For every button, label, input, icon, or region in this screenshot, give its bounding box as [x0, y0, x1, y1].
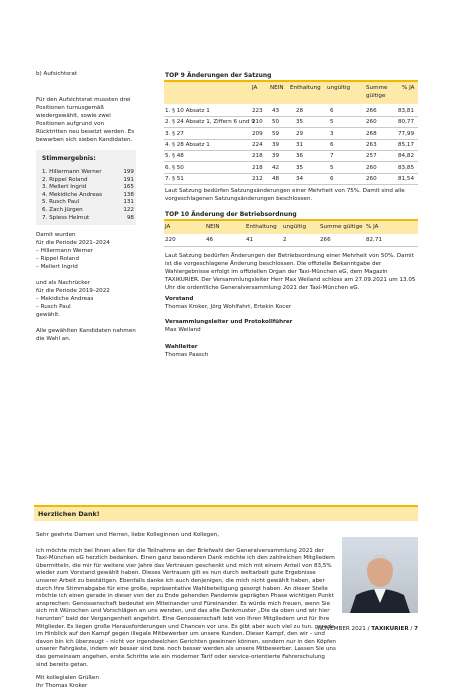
cell: 7: [330, 153, 334, 160]
letter-greeting: Sehr geehrte Damen und Herren, liebe Kolleginnen und Kollegen,: [36, 532, 219, 538]
deputy-period: für die Periode 2019–2022: [36, 288, 110, 295]
row-divider: [164, 161, 418, 162]
cell: 5: [330, 164, 334, 171]
cell: ungültig: [283, 224, 307, 230]
top9-note: Laut Satzung bedürfen Satzungsänderungen einer Mehrheit von 75%. Damit sind alle vorgeschlagenen Satzungsänderungen beschlossen.: [165, 188, 405, 202]
cell: 34: [296, 175, 304, 182]
letter-heading-band: [34, 505, 418, 521]
letter-heading: Herzlichen Dank!: [38, 510, 100, 518]
footer-issue: NOVEMBER 2021: [317, 626, 366, 632]
cell: ungültig: [327, 85, 351, 91]
section-heading: b) Aufsichtsrat: [36, 71, 77, 77]
deputy-line: und als Nachrücker: [36, 280, 91, 287]
footer-magazine: TAXIKURIER: [371, 626, 409, 632]
cell: 5. § 48: [165, 153, 184, 160]
cell: 82,71: [366, 237, 383, 243]
footer-page: 7: [414, 626, 418, 632]
elected-list: [36, 247, 136, 271]
cell: 210: [252, 119, 263, 126]
portrait-figure: [342, 537, 418, 613]
cell: 6: [330, 141, 334, 148]
vorstand-block: [165, 295, 418, 311]
aufsichtsrat-column: [36, 70, 136, 343]
cell: 260: [366, 175, 377, 182]
results-box: [36, 150, 136, 225]
candidate-votes: 131: [123, 199, 134, 206]
cell: 48: [272, 175, 280, 182]
cell: 220: [165, 237, 176, 243]
cell: 6. § 50: [165, 164, 184, 171]
row-divider: [164, 116, 418, 117]
candidate-name: 2. Rippel Roland: [42, 176, 88, 183]
vorstand-value: Thomas Kroker, Jörg Wohlfahrt, Ertekin Kocer: [165, 304, 292, 310]
name-item: – Hillermann Werner: [36, 248, 93, 255]
candidate-votes: 199: [123, 169, 134, 175]
cell: 39: [272, 141, 280, 148]
cell: 3: [330, 130, 334, 137]
wahlleiter-block: [165, 343, 418, 359]
candidate-name: 3. Mellert Ingrid: [42, 184, 87, 191]
cell: JA: [165, 224, 171, 230]
wahlleiter-label: Wahlleiter: [165, 344, 198, 350]
letter-paragraph: ich möchte mich bei Ihnen allen für die Teilnahme an der Briefwahl der Generalversammlung 2021 der Taxi-München eG herzlich bedanken. Einen ganz besonderen Dank möchte ich den zahlreichen Mitgliedern übermitteln, die mir für weitere vier Jahre das Vertrauen geschenkt und mich mit einem Anteil von 83,5% wieder zum Vorstand gewählt haben. Dieses Vertrauen gilt es nun durch weltarbeit gute Ergebnisse unserer Arbeit zu bestätigen. Ebenfalls danke ich auch denjenigen, die mich nicht gewählt haben, aber durch Ihre Stimmabgabe für eine große, repräsentative Wahlbeteiligung gesorgt haben. An dieser Stelle möchte ich einen gerade in dieser von der zu Ende gehenden Pandemie geprägten Phase wichtigen Punkt ansprechen: Genossenschaft bedeutet ein Miteinander und Füreinander. Es würde mich freuen, wenn Sie sich mit Wünschen und Vorschlägen an uns wenden, und das alte Denkmuster „Die da oben und wir hier herunten“ bald der Vergangenheit angehört. Eine Genossenschaft lebt von Ihren Mitgliedern und für Ihre Mitglieder. Es liegen große Herausforderungen und Chancen vor uns. Es gibt aber auch viel zu tun, gerade im Hinblick auf den Kampf gegen illegale Mitbewerber um unsere Kunden. Dieser Kampf, den wir – und davon bin ich überzeugt – nicht vor irgendwelchen Gerichten gewinnen können, sondern nur in den Köpfen unserer Fahrgäste, indem wir besser sind bzw. noch besser werden als unsere Mitbewerber. Lassen Sie uns das gemeinsam angehen, erste Schritte wie ein moderner Tarif oder service-orientierte Fahrerschulung sind bereits getan.: [36, 547, 336, 668]
letter-body: [36, 532, 336, 695]
top10-divider: [164, 246, 418, 247]
cell: 29: [296, 130, 304, 137]
closing-line-2: Ihr Thomas Kroker: [36, 682, 88, 689]
cell: NEIN: [206, 224, 220, 230]
cell: 218: [252, 153, 263, 160]
row-divider: [164, 139, 418, 140]
row-divider: [164, 184, 418, 185]
results-title: Stimmergebnis:: [42, 155, 96, 162]
cell: 85,17: [398, 141, 415, 148]
cell: NEIN: [270, 85, 284, 91]
cell: 83,85: [398, 164, 415, 171]
wahlleiter-value: Thomas Paasch: [165, 352, 209, 358]
cell: 1. § 10 Absatz 1: [165, 108, 210, 114]
result-row: [38, 199, 134, 207]
cell: 42: [272, 164, 280, 171]
top10-note: Laut Satzung bedürfen Änderungen der Betriebsordnung einer Mehrheit von 50%. Damit ist die vorgeschlagene Änderung beschlossen. Die offizielle Bekanntgabe der Wahlergebnisse erfolgt im offiziellen Organ der Taxi-München eG, dem Magazin TAXIKURIER. Der Versammlungsleiter Herr Max Weiland schloss am 27.09.2021 um 13.05 Uhr die ordentliche Generalversammlung 2021 der Taxi-München eG.: [165, 253, 416, 291]
cell: 46: [206, 237, 214, 243]
protokoll-block: [165, 318, 418, 334]
cell: 35: [296, 119, 304, 126]
cell: 209: [252, 130, 263, 137]
candidate-votes: 98: [126, 214, 134, 221]
cell: 6: [330, 175, 334, 182]
row-divider: [164, 127, 418, 128]
cell: Summe gültige: [320, 224, 363, 230]
result-row: [38, 215, 134, 223]
cell: 39: [272, 153, 280, 160]
row-divider: [164, 173, 418, 174]
top10-title: TOP 10 Änderung der Betriebsordnung: [165, 211, 297, 218]
cell: 260: [366, 119, 377, 126]
cell: 77,99: [398, 130, 415, 137]
candidate-votes: 122: [123, 206, 134, 213]
results-list: [38, 169, 134, 222]
candidate-votes: 165: [123, 184, 134, 191]
name-item: – Rippel Roland: [36, 256, 80, 263]
cell: 212: [252, 175, 263, 182]
cell: 35: [296, 164, 304, 171]
candidate-votes: 191: [123, 176, 134, 183]
candidate-name: 6. Zach Jürgen: [42, 206, 83, 213]
candidate-name: 1. Hillermann Werner: [42, 169, 102, 175]
name-item: – Mellert Ingrid: [36, 264, 78, 271]
cell: 257: [366, 153, 377, 160]
cell: 84,82: [398, 153, 415, 160]
cell: 268: [366, 130, 377, 137]
result-row: [38, 177, 134, 185]
cell: 263: [366, 141, 377, 148]
result-row: [38, 184, 134, 192]
cell: 80,77: [398, 119, 415, 126]
deputy-list: [36, 295, 136, 311]
portrait-photo: [342, 537, 418, 613]
result-row: [38, 207, 134, 215]
cell: 3. § 27: [165, 130, 184, 137]
closing-text: Alle gewählten Kandidaten nahmen die Wahl an.: [36, 328, 136, 343]
closing-line-1: Mit kollegialen Grüßen: [36, 675, 99, 682]
cell: 224: [252, 141, 263, 148]
protokoll-label: Versammlungsleiter und Protokollführer: [165, 319, 293, 325]
cell: 41: [246, 237, 254, 243]
cell: JA: [252, 85, 258, 91]
cell: 266: [320, 237, 331, 243]
cell: Summe gültige: [366, 85, 388, 99]
candidate-name: 5. Rusch Paul: [42, 199, 80, 206]
cell: 36: [296, 153, 304, 160]
result-row: [38, 169, 134, 177]
protokoll-value: Max Weiland: [165, 327, 201, 333]
cell: 2: [283, 237, 287, 243]
candidate-votes: 138: [123, 191, 134, 198]
elected-period: für die Periode 2021–2024: [36, 240, 110, 247]
cell: 5: [330, 119, 334, 126]
candidate-name: 4. Mekidiche Andreas: [42, 191, 103, 198]
cell: 2. § 24 Absatz 1, Ziffern 6 und 9: [165, 119, 255, 126]
result-row: [38, 192, 134, 200]
cell: 50: [272, 119, 280, 126]
cell: 260: [366, 164, 377, 171]
cell: % JA: [402, 85, 415, 91]
deputy-end: gewählt.: [36, 312, 61, 319]
cell: 83,81: [398, 108, 415, 114]
name-item: – Mekidiche Andreas: [36, 296, 94, 303]
cell: % JA: [366, 224, 379, 230]
cell: 59: [272, 130, 280, 137]
page-footer: NOVEMBER 2021 / TAXIKURIER / 7: [317, 626, 418, 632]
cell: 7. § 51: [165, 175, 184, 182]
elected-line: Damit wurden: [36, 232, 76, 239]
cell: Enthaltung: [290, 85, 321, 91]
row-divider: [164, 150, 418, 151]
candidate-name: 7. Spiess Helmut: [42, 214, 90, 221]
cell: 4. § 28 Absatz 1: [165, 141, 210, 148]
cell: 43: [272, 108, 280, 114]
top9-title: TOP 9 Änderungen der Satzung: [165, 72, 272, 79]
vorstand-label: Vorstand: [165, 296, 194, 302]
intro-text: Für den Aufsichtsrat mussten drei Positionen turnusgemäß wiedergewählt, sowie zwei Positionen aufgrund von Rücktritten neu besetzt werden. Es bewarben sich sieben Kandidaten.: [36, 97, 135, 143]
name-item: – Rusch Paul: [36, 304, 71, 311]
cell: 28: [296, 108, 304, 114]
cell: 6: [330, 108, 334, 114]
cell: 81,54: [398, 175, 415, 182]
cell: 223: [252, 108, 263, 114]
cell: Enthaltung: [246, 224, 277, 230]
letter-closing: [36, 675, 336, 690]
cell: 218: [252, 164, 263, 171]
cell: 31: [296, 141, 304, 148]
cell: 266: [366, 108, 377, 114]
